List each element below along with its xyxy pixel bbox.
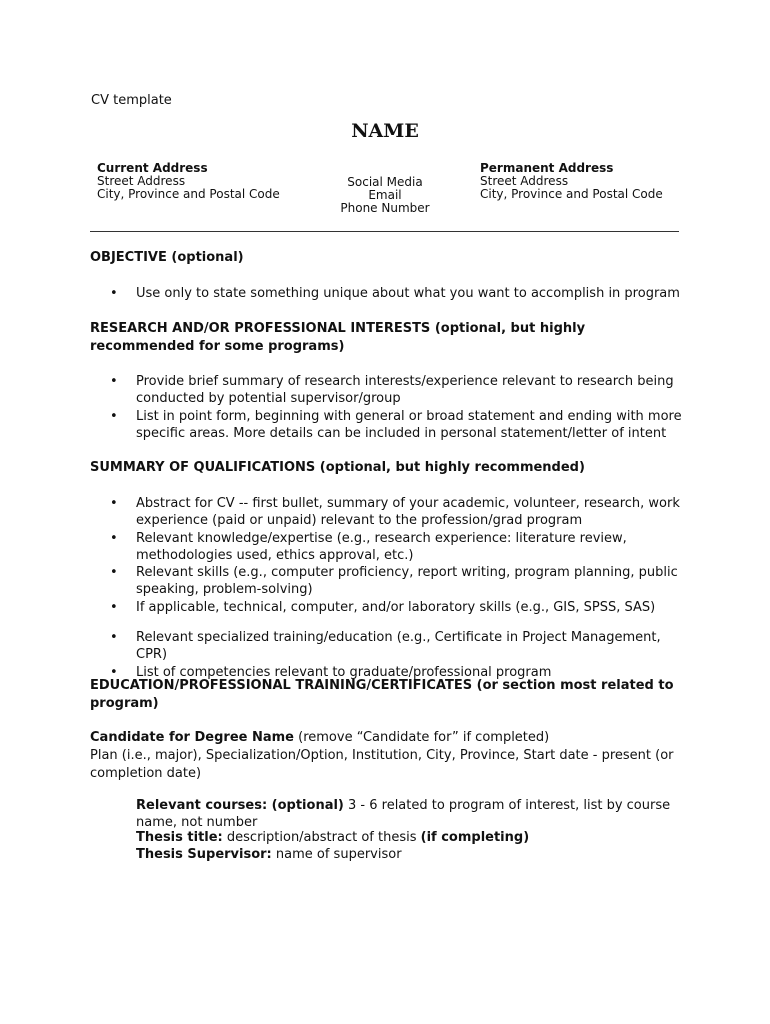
thesis-title [136, 830, 676, 847]
contact-block [320, 176, 450, 215]
supervisor-label: Thesis Supervisor: [136, 847, 272, 862]
email: Email [368, 188, 402, 202]
current-street: Street Address [97, 174, 186, 188]
list-item: • Relevant skills (e.g., computer proficiency, report writing, program planning, public speaking, problem-solving) [110, 564, 690, 599]
degree-plan: Plan (i.e., major), Specialization/Option, Institution, City, Province, Start date - present (or completion date) [90, 748, 674, 781]
list-item: • List of competencies relevant to graduate/professional program [110, 664, 690, 681]
list-item: • List in point form, beginning with general or broad statement and ending with more specific areas. More details can be included in personal statement/letter of intent [110, 408, 690, 443]
phone-number: Phone Number [340, 201, 430, 215]
degree-note: (remove “Candidate for” if completed) [294, 730, 550, 745]
research-heading: RESEARCH AND/OR PROFESSIONAL INTERESTS (optional, but highly recommended for some programs) [90, 321, 586, 354]
qualifications-list-b [110, 629, 690, 681]
thesis-suffix: (if completing) [420, 830, 530, 845]
current-city: City, Province and Postal Code [97, 187, 280, 201]
degree-line [90, 729, 690, 747]
list-item: • Abstract for CV -- first bullet, summary of your academic, volunteer, research, work experience (paid or unpaid) relevant to the profession/grad program [110, 495, 690, 530]
permanent-city: City, Province and Postal Code [480, 187, 663, 201]
courses-label: Relevant courses: (optional) [136, 798, 344, 813]
qualifications-heading: SUMMARY OF QUALIFICATIONS (optional, but highly recommended) [90, 460, 585, 475]
permanent-street: Street Address [480, 174, 569, 188]
header-divider [90, 231, 679, 232]
list-item: • Relevant knowledge/expertise (e.g., research experience: literature review, methodologies used, ethics approval, etc.) [110, 530, 690, 565]
education-heading: EDUCATION/PROFESSIONAL TRAINING/CERTIFICATES (or section most related to program) [90, 678, 674, 711]
research-list [110, 373, 690, 442]
candidate-name: NAME [351, 120, 419, 142]
objective-list [110, 285, 690, 302]
thesis-supervisor [136, 847, 676, 864]
list-item: • Use only to state something unique about what you want to accomplish in program [110, 285, 690, 302]
list-item: • Relevant specialized training/education (e.g., Certificate in Project Management, CPR) [110, 629, 690, 664]
list-item: • Provide brief summary of research interests/experience relevant to research being conducted by potential supervisor/group [110, 373, 690, 408]
qualifications-list-a [110, 495, 690, 616]
current-address-block [97, 162, 280, 201]
permanent-address-block [480, 162, 663, 201]
degree-name: Candidate for Degree Name [90, 730, 294, 745]
list-item: • If applicable, technical, computer, and/or laboratory skills (e.g., GIS, SPSS, SAS) [110, 599, 690, 616]
relevant-courses [136, 798, 676, 831]
social-media: Social Media [347, 175, 423, 189]
thesis-label: Thesis title: [136, 830, 223, 845]
courses-text: 3 - 6 related to program of interest, list by course name, not number [136, 798, 671, 830]
permanent-address-heading: Permanent Address [480, 161, 614, 175]
current-address-heading: Current Address [97, 161, 208, 175]
document-label: CV template [91, 93, 172, 108]
thesis-text: description/abstract of thesis [222, 830, 421, 845]
objective-heading: OBJECTIVE (optional) [90, 250, 244, 265]
supervisor-text: name of supervisor [271, 847, 402, 862]
